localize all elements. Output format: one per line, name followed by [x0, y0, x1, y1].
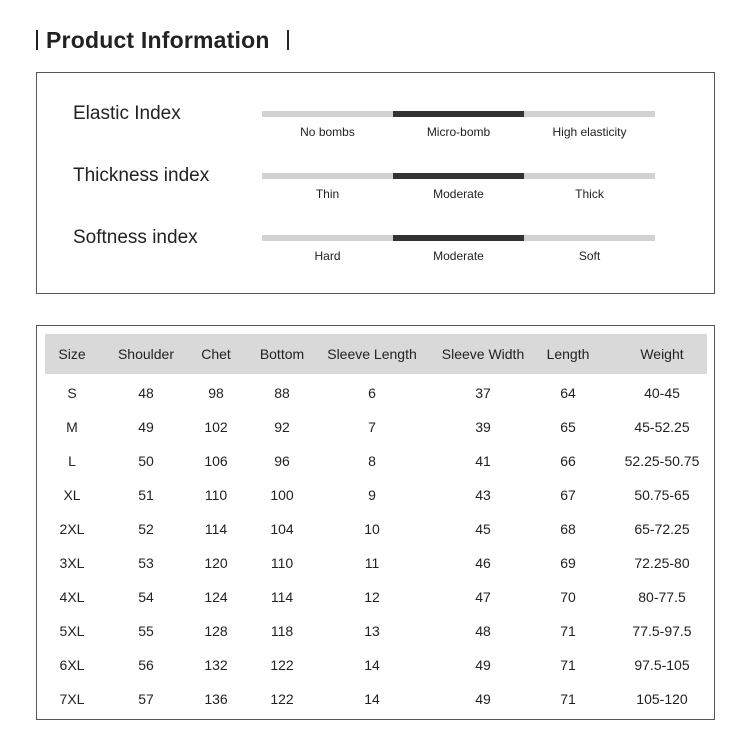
table-cell: 64: [560, 385, 576, 401]
table-cell: 5XL: [59, 623, 85, 639]
table-cell: 41: [475, 453, 491, 469]
table-cell: 13: [364, 623, 380, 639]
table-cell: M: [66, 419, 78, 435]
table-cell: 8: [368, 453, 376, 469]
table-cell: 11: [364, 555, 380, 571]
table-row: [37, 512, 714, 546]
table-cell: 6: [368, 385, 376, 401]
title-bar-right: [287, 30, 289, 50]
table-cell: 100: [270, 487, 294, 503]
table-cell: 56: [138, 657, 154, 673]
table-cell: 7: [368, 419, 376, 435]
table-cell: 114: [270, 589, 294, 605]
table-cell: 7XL: [59, 691, 85, 707]
table-cell: 98: [208, 385, 224, 401]
column-header: Sleeve Width: [441, 346, 525, 362]
table-cell: 6XL: [59, 657, 85, 673]
page-header: [36, 24, 289, 56]
table-cell: S: [67, 385, 77, 401]
index-scale-track: [262, 111, 655, 117]
column-header: Sleeve Length: [327, 346, 417, 362]
table-cell: 49: [475, 691, 491, 707]
table-cell: 4XL: [59, 589, 85, 605]
index-level-label: No bombs: [300, 125, 355, 139]
index-label: Thickness index: [73, 165, 210, 186]
size-table-header: [45, 334, 707, 374]
index-level-label: Moderate: [433, 187, 484, 201]
table-cell: 12: [364, 589, 380, 605]
table-cell: 71: [560, 657, 576, 673]
table-cell: 69: [560, 555, 576, 571]
table-cell: 50.75-65: [634, 487, 690, 503]
index-label: Softness index: [73, 227, 198, 248]
column-header: Length: [546, 346, 590, 362]
table-cell: 118: [270, 623, 294, 639]
table-cell: 71: [560, 691, 576, 707]
table-cell: 114: [204, 521, 228, 537]
index-level-label: Thin: [315, 187, 340, 201]
table-cell: 45: [475, 521, 491, 537]
table-cell: 106: [204, 453, 228, 469]
table-cell: 48: [475, 623, 491, 639]
table-cell: 71: [560, 623, 576, 639]
table-row: [37, 682, 714, 716]
table-row: [37, 444, 714, 478]
index-level-label: Thick: [575, 187, 604, 201]
table-cell: 110: [270, 555, 294, 571]
table-cell: 88: [274, 385, 290, 401]
table-cell: 46: [475, 555, 491, 571]
table-cell: 97.5-105: [634, 657, 690, 673]
table-row: [37, 546, 714, 580]
table-cell: 120: [204, 555, 228, 571]
table-cell: 65-72.25: [634, 521, 690, 537]
index-scale-track: [262, 235, 655, 241]
table-cell: 132: [204, 657, 228, 673]
table-cell: 55: [138, 623, 154, 639]
table-row: [37, 410, 714, 444]
table-cell: 57: [138, 691, 154, 707]
index-level-label: Moderate: [433, 249, 484, 263]
table-cell: 52: [138, 521, 154, 537]
table-cell: 14: [364, 691, 380, 707]
table-row: [37, 614, 714, 648]
column-header: Bottom: [259, 346, 305, 362]
column-header: Chet: [201, 346, 231, 362]
table-cell: L: [68, 453, 76, 469]
table-row: [37, 580, 714, 614]
table-cell: 45-52.25: [634, 419, 690, 435]
table-cell: 122: [270, 691, 294, 707]
table-cell: 104: [270, 521, 294, 537]
table-cell: 72.25-80: [634, 555, 690, 571]
size-chart-panel: [36, 325, 715, 720]
table-cell: 40-45: [644, 385, 680, 401]
index-level-label: Soft: [578, 249, 601, 263]
index-level-label: High elasticity: [552, 125, 627, 139]
table-cell: 80-77.5: [638, 589, 686, 605]
table-row: [37, 478, 714, 512]
table-row: [37, 648, 714, 682]
index-row: [37, 103, 714, 143]
table-cell: 49: [475, 657, 491, 673]
table-cell: 136: [204, 691, 228, 707]
index-level-label: Micro-bomb: [426, 125, 491, 139]
table-cell: 66: [560, 453, 576, 469]
table-cell: 96: [274, 453, 290, 469]
table-cell: 47: [475, 589, 491, 605]
index-panel: [36, 72, 715, 294]
index-row: [37, 165, 714, 205]
table-cell: 2XL: [59, 521, 85, 537]
table-cell: 48: [138, 385, 154, 401]
table-cell: 124: [204, 589, 228, 605]
column-header: Shoulder: [117, 346, 175, 362]
index-scale-selected: [393, 111, 524, 117]
table-cell: 43: [475, 487, 491, 503]
table-cell: 39: [475, 419, 491, 435]
table-cell: 128: [204, 623, 228, 639]
table-cell: 122: [270, 657, 294, 673]
table-cell: 14: [364, 657, 380, 673]
index-level-label: Hard: [314, 249, 341, 263]
table-cell: 77.5-97.5: [632, 623, 692, 639]
table-cell: 3XL: [59, 555, 85, 571]
table-cell: 10: [364, 521, 380, 537]
table-cell: 53: [138, 555, 154, 571]
table-cell: 37: [475, 385, 491, 401]
table-cell: 50: [138, 453, 154, 469]
page-title: Product Information: [46, 26, 270, 53]
table-cell: 92: [274, 419, 290, 435]
index-label: Elastic Index: [73, 103, 181, 124]
column-header: Weight: [640, 346, 684, 362]
table-cell: 49: [138, 419, 154, 435]
table-cell: XL: [63, 487, 81, 503]
table-cell: 68: [560, 521, 576, 537]
table-row: [37, 376, 714, 410]
title-bar-left: [36, 30, 38, 50]
index-scale-selected: [393, 173, 524, 179]
table-cell: 102: [204, 419, 228, 435]
index-row: [37, 227, 714, 267]
table-cell: 110: [204, 487, 228, 503]
index-scale-selected: [393, 235, 524, 241]
table-cell: 54: [138, 589, 154, 605]
table-cell: 67: [560, 487, 576, 503]
table-cell: 65: [560, 419, 576, 435]
table-cell: 105-120: [636, 691, 688, 707]
column-header: Size: [58, 346, 86, 362]
table-cell: 70: [560, 589, 576, 605]
table-cell: 52.25-50.75: [624, 453, 700, 469]
index-scale-track: [262, 173, 655, 179]
table-cell: 51: [138, 487, 154, 503]
table-cell: 9: [368, 487, 376, 503]
